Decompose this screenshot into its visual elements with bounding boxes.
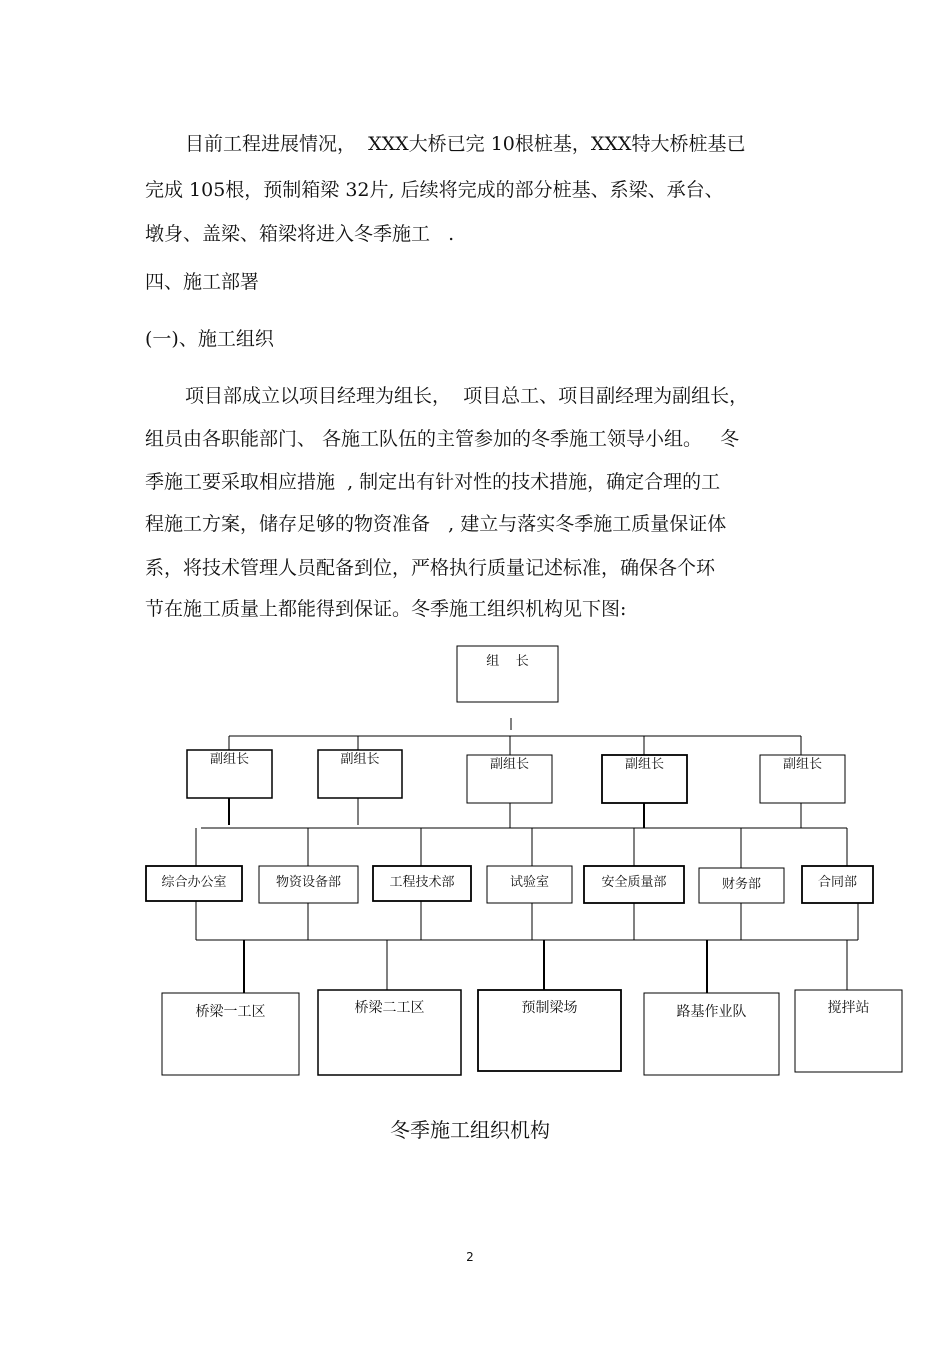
chart-caption: 冬季施工组织机构 — [390, 1118, 550, 1142]
paragraph-1-line-3: 墩身、盖梁、箱梁将进入冬季施工 . — [145, 223, 455, 245]
paragraph-1-line-1: 目前工程进展情况， XXX大桥已完 10根桩基，XXX特大桥桩基已 — [185, 133, 746, 155]
dept-label-7: 合同部 — [817, 875, 857, 890]
paragraph-1-line-2: 完成 105根，预制箱梁 32片, 后续将完成的部分桩基、系梁、承台、 — [145, 179, 724, 201]
dept-label-6: 财务部 — [721, 877, 761, 892]
paragraph-2-line-4: 程施工方案，储存足够的物资准备 , 建立与落实冬季施工质量保证体 — [145, 513, 727, 535]
leader-label: 组 长 — [486, 654, 529, 669]
paragraph-2-line-2: 组员由各职能部门、 各施工队伍的主管参加的冬季施工领导小组。 冬 — [145, 428, 740, 450]
subsection-heading: (一)、施工组织 — [145, 328, 274, 350]
paragraph-2-line-5: 系，将技术管理人员配备到位，严格执行质量记述标准，确保各个环 — [145, 557, 716, 579]
page-number: 2 — [466, 1250, 474, 1264]
dept-label-1: 综合办公室 — [161, 875, 227, 890]
dept-label-3: 工程技术部 — [389, 875, 455, 890]
paragraph-2-line-3: 季施工要采取相应措施 , 制定出有针对性的技术措施，确定合理的工 — [145, 471, 721, 493]
paragraph-2-line-1: 项目部成立以项目经理为组长， 项目总工、项目副经理为副组长， — [185, 385, 749, 407]
section-heading: 四、施工部署 — [145, 271, 260, 293]
deputy-label-2: 副组长 — [340, 752, 380, 767]
unit-label-2: 桥梁二工区 — [354, 1000, 425, 1016]
dept-label-4: 试验室 — [509, 875, 549, 890]
deputy-label-3: 副组长 — [489, 757, 529, 772]
deputy-label-5: 副组长 — [782, 757, 822, 772]
deputy-label-1: 副组长 — [209, 752, 249, 767]
paragraph-2-line-6: 节在施工质量上都能得到保证。冬季施工组织机构见下图: — [145, 598, 627, 620]
unit-label-1: 桥梁一工区 — [195, 1004, 266, 1020]
dept-label-5: 安全质量部 — [601, 875, 667, 890]
deputy-label-4: 副组长 — [624, 757, 664, 772]
dept-label-2: 物资设备部 — [275, 875, 341, 890]
unit-label-4: 路基作业队 — [676, 1004, 747, 1020]
unit-label-3: 预制梁场 — [521, 1000, 578, 1016]
unit-label-5: 搅拌站 — [827, 1000, 870, 1016]
